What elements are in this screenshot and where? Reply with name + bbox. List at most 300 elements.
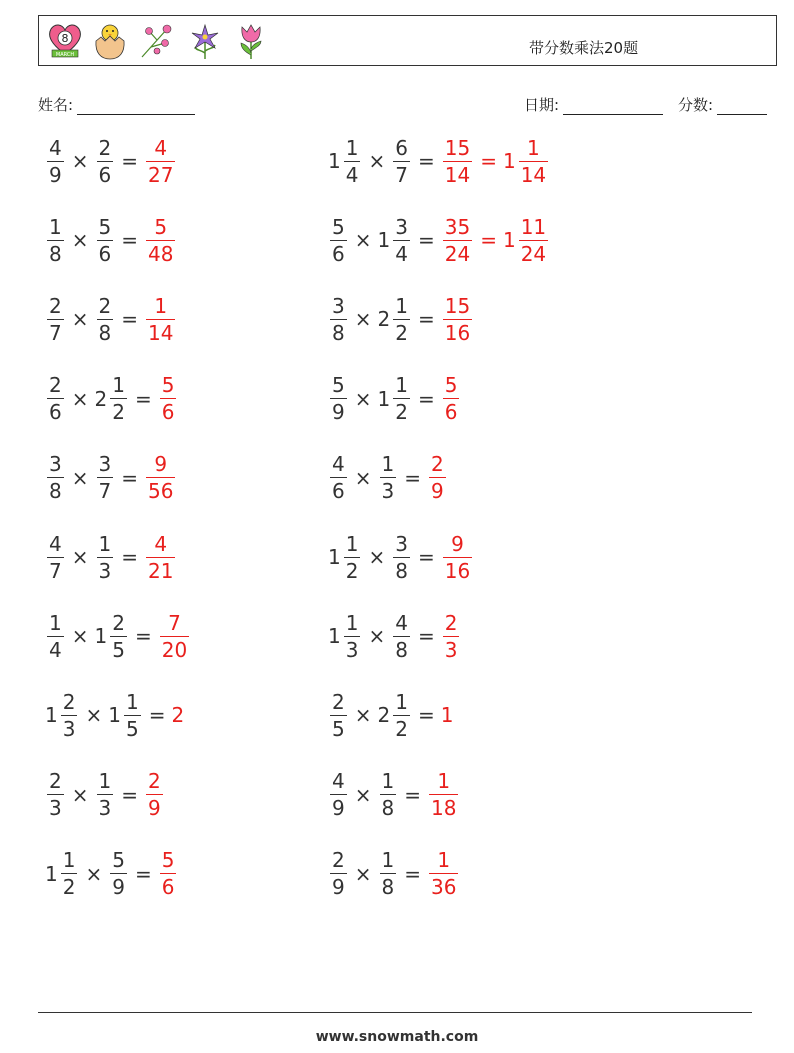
operand-b — [95, 214, 116, 266]
operand-b — [94, 610, 129, 662]
times-sign: × — [71, 465, 89, 490]
fraction — [443, 135, 472, 187]
answer-value — [502, 135, 550, 187]
numerator: 3 — [395, 214, 408, 239]
answer-value — [441, 610, 462, 662]
fraction — [146, 214, 175, 266]
answer — [144, 769, 165, 821]
svg-text:8: 8 — [61, 32, 69, 45]
operand-b — [108, 689, 142, 741]
problem-item — [328, 844, 460, 904]
denominator: 3 — [62, 716, 76, 741]
times-sign: × — [71, 545, 89, 569]
whole-part: 1 — [45, 861, 58, 886]
problem-item — [328, 448, 448, 508]
fraction — [443, 610, 460, 662]
denominator: 14 — [148, 320, 174, 345]
answer — [144, 452, 177, 504]
problem-item — [328, 527, 474, 587]
numerator: 1 — [62, 848, 76, 873]
denominator: 6 — [161, 875, 175, 900]
denominator: 3 — [444, 637, 458, 662]
numerator: 4 — [154, 531, 168, 556]
answer — [158, 373, 179, 425]
equals-sign: = — [121, 149, 138, 173]
numerator: 2 — [49, 769, 62, 794]
whole-part: 1 — [502, 149, 516, 173]
score-field — [678, 94, 767, 115]
operand-a — [45, 769, 66, 821]
fraction — [443, 373, 460, 425]
numerator: 1 — [345, 531, 359, 556]
denominator: 6 — [98, 162, 112, 187]
answer — [144, 135, 177, 187]
answer — [441, 703, 455, 727]
denominator: 27 — [148, 162, 174, 187]
equals-sign: = — [480, 228, 497, 253]
numerator: 9 — [154, 452, 168, 477]
denominator: 4 — [345, 162, 359, 187]
numerator: 6 — [395, 135, 408, 160]
numerator: 5 — [444, 373, 458, 398]
numerator: 2 — [49, 373, 62, 398]
times-sign: × — [71, 307, 89, 332]
fraction — [380, 769, 397, 821]
problem-item — [45, 289, 177, 349]
times-sign: × — [71, 624, 89, 649]
numerator: 4 — [154, 135, 168, 160]
times-sign: × — [71, 782, 89, 807]
problem-item — [45, 685, 185, 745]
operand-a — [45, 452, 66, 504]
numerator: 2 — [112, 610, 125, 635]
fraction — [393, 293, 410, 345]
operand-a — [45, 293, 66, 345]
whole-part: 1 — [328, 624, 341, 649]
equals-sign: = — [121, 782, 138, 807]
denominator: 9 — [332, 400, 345, 425]
answer-value — [502, 214, 550, 266]
operand-a — [45, 135, 66, 187]
fraction — [393, 214, 410, 266]
times-sign: × — [354, 307, 372, 332]
problem-item — [45, 606, 191, 666]
denominator: 6 — [332, 479, 345, 504]
answer — [158, 848, 179, 900]
denominator: 9 — [112, 875, 125, 900]
operand-a — [45, 373, 66, 425]
fraction — [330, 214, 347, 266]
fraction — [146, 135, 175, 187]
numerator: 5 — [332, 214, 345, 239]
denominator: 2 — [62, 875, 76, 900]
answer — [144, 531, 177, 583]
fraction — [124, 689, 141, 741]
numerator: 4 — [332, 452, 345, 477]
operand-a — [328, 531, 362, 583]
numerator: 4 — [332, 769, 345, 794]
numerator: 1 — [395, 373, 408, 398]
operand-a — [328, 610, 362, 662]
operand-a — [45, 214, 66, 266]
fraction — [47, 135, 64, 187]
denominator: 21 — [148, 558, 174, 583]
numerator: 2 — [332, 848, 345, 873]
equals-sign: = — [404, 465, 421, 490]
answer — [441, 531, 474, 583]
operand-b — [378, 452, 399, 504]
denominator: 24 — [520, 241, 547, 266]
footer-url: www.snowmath.com — [315, 1029, 479, 1045]
denominator: 8 — [395, 637, 408, 662]
name-field — [38, 94, 195, 115]
operand-b — [108, 848, 129, 900]
denominator: 14 — [520, 162, 547, 187]
fraction — [97, 531, 114, 583]
fraction — [61, 848, 78, 900]
equals-sign: = — [480, 149, 497, 173]
operand-b — [378, 769, 399, 821]
whole-part: 2 — [94, 386, 108, 411]
operand-a — [45, 689, 79, 741]
numerator: 2 — [444, 610, 458, 635]
denominator: 8 — [381, 875, 395, 900]
fraction — [429, 452, 446, 504]
fraction — [380, 848, 397, 900]
fraction — [160, 610, 189, 662]
numerator: 1 — [345, 610, 359, 635]
answer-value — [158, 848, 179, 900]
equals-sign: = — [134, 624, 152, 649]
numerator: 2 — [62, 689, 76, 714]
times-sign: × — [354, 228, 372, 253]
denominator: 16 — [444, 320, 471, 345]
numerator: 5 — [154, 214, 168, 239]
problem-item — [328, 685, 454, 745]
denominator: 3 — [98, 796, 112, 821]
footer-divider — [38, 1012, 752, 1013]
numerator: 5 — [161, 848, 175, 873]
operand-b — [377, 214, 412, 266]
operand-a — [328, 293, 349, 345]
chick-in-egg-icon — [92, 21, 128, 61]
answer-value — [441, 214, 474, 266]
numerator: 35 — [444, 214, 471, 239]
heart-march-8-icon — [47, 21, 83, 61]
answer — [427, 848, 460, 900]
operand-a — [45, 610, 66, 662]
times-sign: × — [368, 149, 386, 173]
answer-value — [144, 769, 165, 821]
fraction — [330, 689, 347, 741]
whole-part: 1 — [502, 228, 516, 253]
numerator: 4 — [395, 610, 408, 635]
problem-item — [45, 369, 178, 429]
numerator: 2 — [148, 769, 161, 794]
denominator: 6 — [98, 241, 112, 266]
fraction — [393, 373, 410, 425]
answer — [427, 452, 448, 504]
equals-sign: = — [417, 386, 435, 411]
operand-a — [328, 214, 349, 266]
fraction — [429, 769, 458, 821]
denominator: 6 — [49, 400, 62, 425]
answer-value — [144, 293, 177, 345]
score-label: 分数: — [678, 96, 714, 114]
problem-item — [45, 210, 177, 270]
denominator: 5 — [332, 716, 345, 741]
denominator: 7 — [98, 479, 112, 504]
answer — [144, 293, 177, 345]
fraction — [97, 293, 114, 345]
times-sign: × — [368, 545, 386, 569]
fraction — [330, 848, 347, 900]
fraction — [110, 610, 127, 662]
fraction — [97, 135, 114, 187]
fraction — [330, 769, 347, 821]
denominator: 3 — [98, 558, 112, 583]
numerator: 1 — [395, 689, 408, 714]
denominator: 6 — [332, 241, 345, 266]
answer-value — [441, 531, 474, 583]
fraction — [519, 214, 548, 266]
equals-sign: = — [417, 149, 435, 173]
numerator: 9 — [451, 531, 464, 556]
fraction — [393, 531, 410, 583]
operand-b — [391, 135, 412, 187]
flowers-branch-icon — [137, 21, 177, 61]
whole-part: 2 — [377, 703, 391, 728]
denominator: 24 — [444, 241, 471, 266]
numerator: 1 — [437, 848, 451, 873]
fraction — [344, 135, 361, 187]
fraction — [47, 214, 64, 266]
operand-a — [328, 689, 349, 741]
answer-value — [158, 610, 191, 662]
equals-sign: = — [121, 307, 138, 332]
answer-value — [427, 452, 448, 504]
equals-sign: = — [417, 228, 435, 253]
operand-b — [391, 610, 412, 662]
equals-sign: = — [121, 545, 138, 569]
fraction — [47, 293, 64, 345]
denominator: 2 — [112, 400, 125, 425]
numerator: 1 — [381, 769, 395, 794]
purple-flower-icon — [187, 21, 223, 61]
denominator: 9 — [49, 162, 62, 187]
answer-value — [144, 452, 177, 504]
fraction — [519, 135, 548, 187]
fraction — [61, 689, 78, 741]
answer-value — [144, 214, 177, 266]
fraction — [146, 293, 175, 345]
numerator: 3 — [49, 452, 62, 477]
equals-sign: = — [404, 782, 421, 807]
fraction — [380, 452, 397, 504]
numerator: 5 — [332, 373, 345, 398]
fraction — [344, 610, 361, 662]
equals-sign: = — [417, 703, 435, 728]
denominator: 9 — [431, 479, 444, 504]
denominator: 8 — [49, 479, 62, 504]
numerator: 1 — [381, 452, 395, 477]
answer-value — [441, 373, 462, 425]
denominator: 7 — [395, 162, 408, 187]
fraction — [393, 610, 410, 662]
fraction — [344, 531, 361, 583]
name-blank[interactable] — [77, 99, 195, 115]
answer — [171, 703, 185, 727]
operand-b — [377, 373, 412, 425]
problem-item — [45, 765, 165, 825]
problem-item — [45, 448, 177, 508]
problem-item — [328, 210, 550, 270]
answer — [427, 769, 460, 821]
denominator: 9 — [332, 875, 345, 900]
numerator: 3 — [395, 531, 408, 556]
problem-item — [328, 289, 474, 349]
fraction — [97, 214, 114, 266]
denominator: 3 — [345, 637, 359, 662]
denominator: 18 — [431, 796, 457, 821]
operand-b — [95, 293, 116, 345]
fraction — [47, 769, 64, 821]
numerator: 5 — [161, 373, 175, 398]
times-sign: × — [354, 861, 372, 886]
operand-b — [391, 531, 412, 583]
answer — [158, 610, 191, 662]
denominator: 2 — [395, 400, 408, 425]
operand-b — [95, 531, 116, 583]
header-box — [38, 15, 777, 66]
denominator: 16 — [444, 558, 471, 583]
fraction — [47, 610, 64, 662]
fraction — [146, 769, 163, 821]
fraction — [443, 293, 472, 345]
denominator: 14 — [444, 162, 471, 187]
fraction — [47, 531, 64, 583]
problem-item — [328, 606, 461, 666]
numerator: 1 — [381, 848, 395, 873]
fraction — [97, 769, 114, 821]
numerator: 1 — [49, 214, 62, 239]
fraction — [330, 452, 347, 504]
answer-value — [427, 769, 460, 821]
equals-sign: = — [134, 386, 152, 411]
operand-b — [377, 293, 412, 345]
times-sign: × — [85, 861, 103, 886]
answer-value — [144, 135, 177, 187]
answer — [144, 214, 177, 266]
numerator: 1 — [395, 293, 408, 318]
times-sign: × — [368, 624, 386, 649]
score-blank[interactable] — [717, 99, 767, 115]
fraction — [330, 293, 347, 345]
numerator: 3 — [332, 293, 345, 318]
answer — [441, 135, 550, 187]
equals-sign: = — [121, 465, 138, 490]
whole-part: 1 — [440, 703, 454, 728]
numerator: 1 — [49, 610, 62, 635]
problem-item — [328, 765, 460, 825]
times-sign: × — [354, 465, 372, 490]
denominator: 56 — [148, 479, 174, 504]
denominator: 48 — [148, 241, 174, 266]
denominator: 9 — [332, 796, 345, 821]
operand-b — [95, 769, 116, 821]
numerator: 1 — [437, 769, 451, 794]
whole-part: 2 — [377, 307, 391, 332]
equals-sign: = — [148, 703, 166, 728]
numerator: 1 — [154, 293, 168, 318]
denominator: 6 — [444, 400, 458, 425]
operand-a — [45, 848, 79, 900]
equals-sign: = — [134, 861, 152, 886]
fraction — [393, 689, 410, 741]
numerator: 1 — [112, 373, 125, 398]
answer — [441, 373, 462, 425]
denominator: 5 — [125, 716, 139, 741]
operand-b — [377, 689, 412, 741]
operand-a — [45, 531, 66, 583]
numerator: 11 — [520, 214, 547, 239]
denominator: 8 — [49, 241, 62, 266]
whole-part: 1 — [328, 545, 341, 569]
denominator: 2 — [395, 716, 408, 741]
problem-item — [45, 527, 177, 587]
denominator: 8 — [98, 320, 112, 345]
fraction — [393, 135, 410, 187]
operand-b — [94, 373, 129, 425]
denominator: 4 — [395, 241, 408, 266]
numerator: 2 — [49, 293, 62, 318]
denominator: 8 — [381, 796, 395, 821]
numerator: 4 — [49, 531, 62, 556]
answer-value — [427, 848, 460, 900]
answer — [441, 610, 462, 662]
answer-value — [441, 293, 474, 345]
fraction — [97, 452, 114, 504]
denominator: 4 — [49, 637, 62, 662]
problem-item — [328, 131, 550, 191]
numerator: 15 — [444, 135, 471, 160]
date-field — [524, 94, 663, 115]
whole-part: 1 — [328, 149, 341, 173]
date-label: 日期: — [524, 96, 560, 114]
fraction — [443, 531, 472, 583]
fraction — [429, 848, 458, 900]
svg-text:MARCH: MARCH — [55, 52, 75, 58]
numerator: 3 — [98, 452, 112, 477]
denominator: 3 — [49, 796, 62, 821]
date-blank[interactable] — [563, 99, 663, 115]
numerator: 7 — [168, 610, 181, 635]
denominator: 8 — [395, 558, 408, 583]
denominator: 8 — [332, 320, 345, 345]
answer-value — [144, 531, 177, 583]
numerator: 5 — [98, 214, 112, 239]
times-sign: × — [354, 703, 372, 728]
answer-value — [171, 703, 185, 727]
fraction — [146, 531, 175, 583]
operand-b — [378, 848, 399, 900]
equals-sign: = — [417, 545, 435, 569]
fraction — [160, 373, 177, 425]
name-label: 姓名: — [38, 96, 74, 114]
whole-part: 1 — [108, 703, 121, 728]
whole-part: 2 — [171, 703, 185, 728]
operand-a — [328, 373, 349, 425]
